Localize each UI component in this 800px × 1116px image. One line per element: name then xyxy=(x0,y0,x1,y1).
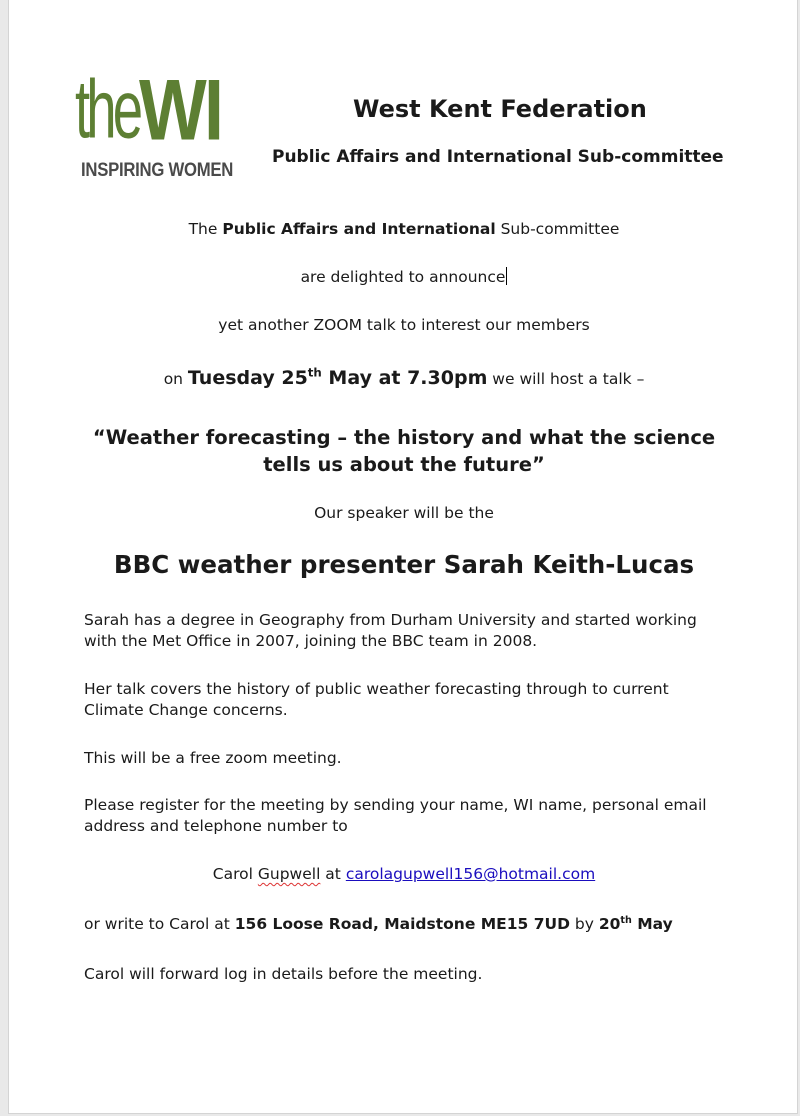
event-date-line: on Tuesday 25th May at 7.30pm we will host a talk – xyxy=(163,365,645,389)
page-subtitle: Public Affairs and International Sub-committee xyxy=(272,147,724,167)
document-page xyxy=(8,0,798,1114)
free-meeting-paragraph: This will be a free zoom meeting. xyxy=(84,749,342,767)
register-paragraph: Please register for the meeting by sending your name, WI name, personal email address and telephone number to xyxy=(84,796,707,835)
contact-email-link[interactable]: carolagupwell156@hotmail.com xyxy=(345,865,596,883)
logo-tagline: INSPIRING WOMEN xyxy=(81,160,234,181)
event-date: Tuesday 25th May at 7.30pm xyxy=(187,365,488,389)
intro-line-2: are delighted to announce xyxy=(300,268,506,286)
committee-name: Public Affairs and International xyxy=(222,220,496,238)
speaker-bio-paragraph: Sarah has a degree in Geography from Durham University and started working with the Met Office in 2007, joining the BBC team in 2008. xyxy=(84,611,697,650)
logo-wi-text: WI xyxy=(139,60,222,159)
postal-line: or write to Carol at 156 Loose Road, Maidstone ME15 7UD by 20th May xyxy=(84,914,673,933)
speaker-name: BBC weather presenter Sarah Keith-Lucas xyxy=(113,550,695,579)
postal-address: 156 Loose Road, Maidstone ME15 7UD xyxy=(234,915,570,933)
text-cursor xyxy=(506,267,507,285)
intro-line-3: yet another ZOOM talk to interest our members xyxy=(218,316,590,334)
intro-line-1: The Public Affairs and International Sub-committee xyxy=(188,220,620,238)
contact-surname: Gupwell xyxy=(257,865,321,883)
page-title: West Kent Federation xyxy=(353,95,647,123)
speaker-intro: Our speaker will be the xyxy=(314,504,494,522)
talk-description-paragraph: Her talk covers the history of public weather forecasting through to current Climate Change concerns. xyxy=(84,680,669,719)
closing-paragraph: Carol will forward log in details before the meeting. xyxy=(84,965,483,983)
talk-title: “Weather forecasting – the history and what the science tells us about the future” xyxy=(92,426,716,476)
logo-the-text: the xyxy=(75,63,140,156)
registration-deadline: 20th May xyxy=(598,914,673,933)
contact-line: Carol Gupwell at carolagupwell156@hotmail.com xyxy=(212,865,596,883)
